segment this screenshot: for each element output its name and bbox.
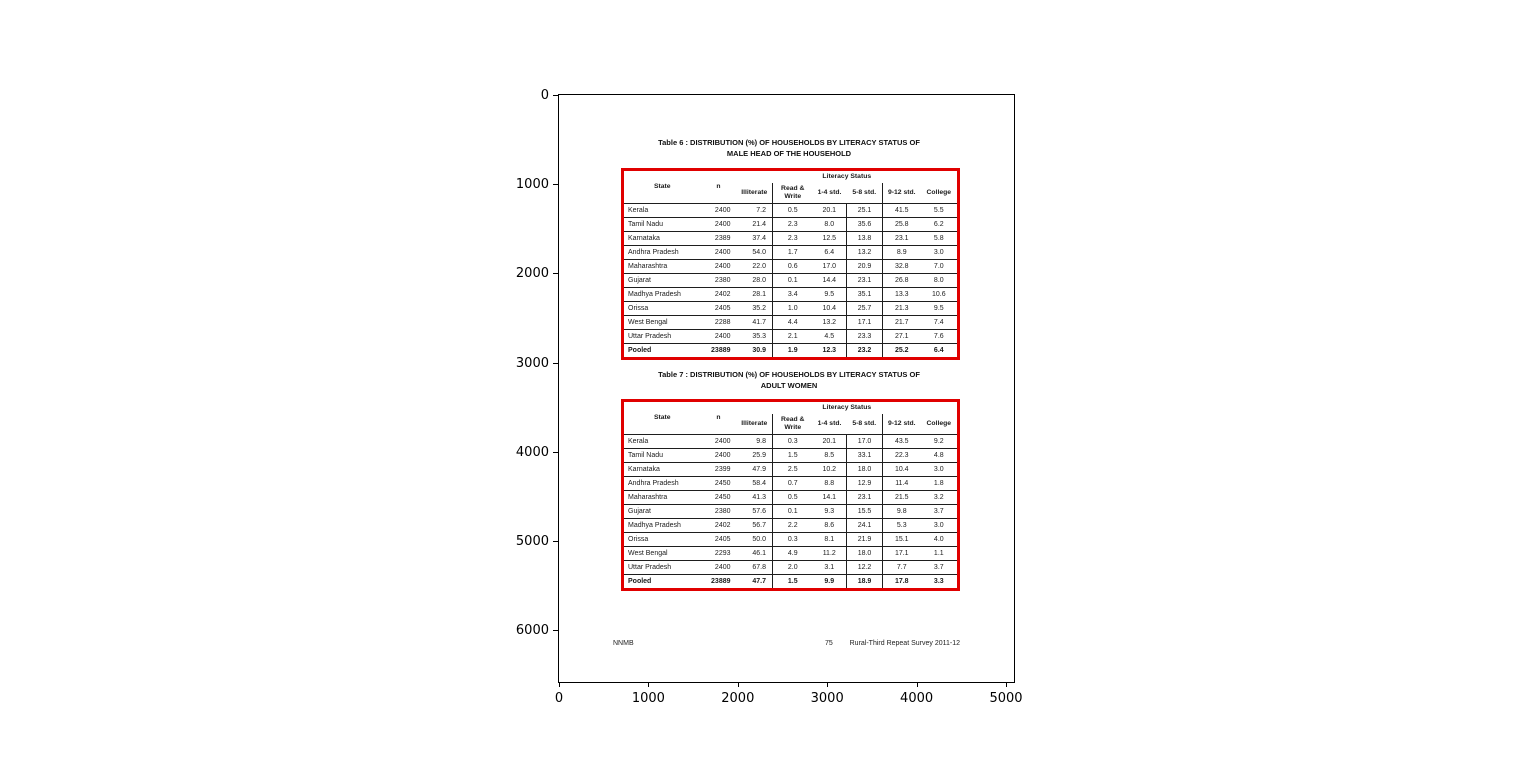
table-cell: Maharashtra xyxy=(623,260,701,274)
table-cell: 18.0 xyxy=(847,463,883,477)
y-tick-label: 1000 xyxy=(515,177,549,193)
table-row xyxy=(623,449,959,463)
y-tick-label: 0 xyxy=(540,88,549,103)
table-cell: 56.7 xyxy=(737,519,773,533)
table-cell: 25.1 xyxy=(847,204,883,218)
y-tick-mark xyxy=(553,452,558,453)
table-cell: 23.1 xyxy=(847,491,883,505)
table-cell: 6.4 xyxy=(933,346,944,354)
table-cell: 9.5 xyxy=(813,288,847,302)
table-cell: 35.2 xyxy=(737,302,773,316)
footer-survey-name: Rural-Third Repeat Survey 2011-12 xyxy=(849,640,960,647)
table-cell: 7.2 xyxy=(737,204,773,218)
table-cell: 2.3 xyxy=(773,218,813,232)
y-tick-mark xyxy=(553,95,558,96)
header-group-literacy-status: Literacy Status xyxy=(822,404,872,412)
table-cell: 0.3 xyxy=(773,435,813,449)
x-tick-label: 0 xyxy=(554,691,564,706)
header-cell: 5-8 std. xyxy=(847,183,883,204)
table-cell: Orissa xyxy=(623,533,701,547)
table-cell: 7.6 xyxy=(921,330,959,344)
table-cell: 3.2 xyxy=(921,491,959,505)
table-row xyxy=(623,463,959,477)
header-cell-n: n xyxy=(701,170,737,204)
x-tick-label: 5000 xyxy=(989,691,1023,706)
table-cell: 9.8 xyxy=(737,435,773,449)
table-cell: 4.0 xyxy=(921,533,959,547)
table-cell: 15.1 xyxy=(883,533,921,547)
table-cell: 12.9 xyxy=(847,477,883,491)
table-cell: 2.5 xyxy=(773,463,813,477)
table-row xyxy=(623,204,959,218)
table-cell: 2450 xyxy=(701,477,737,491)
table-cell: 58.4 xyxy=(737,477,773,491)
header-cell: Illiterate xyxy=(737,183,773,204)
table-cell: 28.1 xyxy=(737,288,773,302)
table-cell: 41.7 xyxy=(737,316,773,330)
table-cell: 11.2 xyxy=(813,547,847,561)
x-tick-mark xyxy=(917,682,918,687)
table-cell: 25.8 xyxy=(883,218,921,232)
header-cell: 1-4 std. xyxy=(813,183,847,204)
table-cell: 23889 xyxy=(711,346,731,354)
table-cell: 43.5 xyxy=(883,435,921,449)
table-cell: 35.3 xyxy=(737,330,773,344)
table-row xyxy=(623,561,959,575)
table-cell: 0.1 xyxy=(773,505,813,519)
table-cell: 33.1 xyxy=(847,449,883,463)
table-cell: 23.2 xyxy=(847,344,883,359)
header-cell: 9-12 std. xyxy=(883,414,921,435)
table-cell: 18.0 xyxy=(847,547,883,561)
table-cell: 8.1 xyxy=(813,533,847,547)
table-row xyxy=(623,288,959,302)
table-cell: 2380 xyxy=(701,505,737,519)
table-cell: 3.0 xyxy=(921,519,959,533)
table-cell: 2400 xyxy=(701,218,737,232)
table-cell: 2405 xyxy=(701,533,737,547)
table-cell: 0.1 xyxy=(773,274,813,288)
table-cell: 17.1 xyxy=(883,547,921,561)
y-tick-label: 6000 xyxy=(515,623,549,639)
table-cell: 4.5 xyxy=(813,330,847,344)
table-cell: 21.3 xyxy=(883,302,921,316)
table-cell: 25.7 xyxy=(847,302,883,316)
table-cell: 13.2 xyxy=(813,316,847,330)
table-cell: 1.1 xyxy=(921,547,959,561)
table-cell: 5.8 xyxy=(921,232,959,246)
table-row xyxy=(623,533,959,547)
table-cell: 3.0 xyxy=(921,463,959,477)
table-cell: 2400 xyxy=(701,561,737,575)
table-cell: 17.1 xyxy=(847,316,883,330)
table-cell: Madhya Pradesh xyxy=(623,288,701,302)
table-cell: 9.9 xyxy=(824,577,835,585)
page-footer xyxy=(613,640,960,650)
table-cell: 2400 xyxy=(701,246,737,260)
table-cell: 3.1 xyxy=(813,561,847,575)
table-cell: Karnataka xyxy=(623,463,701,477)
y-tick-mark xyxy=(553,184,558,185)
table-cell: 3.0 xyxy=(921,246,959,260)
table-cell: 17.0 xyxy=(813,260,847,274)
table-cell: 2.2 xyxy=(773,519,813,533)
table-cell: 2402 xyxy=(701,519,737,533)
y-tick-mark xyxy=(553,363,558,364)
table-cell: 2.3 xyxy=(773,232,813,246)
header-cell: College xyxy=(921,183,959,204)
table-cell: 20.9 xyxy=(847,260,883,274)
table-cell: Tamil Nadu xyxy=(623,218,701,232)
y-tick-label: 5000 xyxy=(515,533,549,549)
table-cell: 4.4 xyxy=(773,316,813,330)
plot-axes xyxy=(515,88,1023,706)
table-cell: 0.7 xyxy=(773,477,813,491)
x-tick-label: 3000 xyxy=(810,691,844,706)
table-cell: 54.0 xyxy=(737,246,773,260)
table-cell: 2405 xyxy=(701,302,737,316)
y-tick-label: 2000 xyxy=(515,266,549,282)
table-cell: 3.7 xyxy=(921,561,959,575)
table-cell: 2400 xyxy=(701,330,737,344)
table-cell: Gujarat xyxy=(623,505,701,519)
table-row xyxy=(623,547,959,561)
table-cell: 12.2 xyxy=(847,561,883,575)
header-cell: Illiterate xyxy=(737,414,773,435)
table-cell: Pooled xyxy=(628,577,652,585)
table-row xyxy=(623,505,959,519)
table-row xyxy=(623,575,959,590)
x-tick-mark xyxy=(648,682,649,687)
table-cell: 21.4 xyxy=(737,218,773,232)
table-row xyxy=(623,330,959,344)
table-cell: 9.2 xyxy=(921,435,959,449)
table-cell: 25.9 xyxy=(737,449,773,463)
table-cell: 32.8 xyxy=(883,260,921,274)
table-cell: West Bengal xyxy=(623,316,701,330)
table-cell: 4.9 xyxy=(773,547,813,561)
table-cell: 2399 xyxy=(701,463,737,477)
header-cell: Read & Write xyxy=(773,183,813,204)
table-cell: 8.9 xyxy=(883,246,921,260)
table-cell: 2380 xyxy=(701,274,737,288)
table-cell: 8.0 xyxy=(813,218,847,232)
table-cell: 9.3 xyxy=(813,505,847,519)
y-tick-mark xyxy=(553,630,558,631)
table-cell: 20.1 xyxy=(813,204,847,218)
table-cell: 1.0 xyxy=(773,302,813,316)
table-cell: 3.3 xyxy=(933,577,944,585)
table-cell: 3.4 xyxy=(773,288,813,302)
table-cell: 11.4 xyxy=(883,477,921,491)
table-cell: 7.7 xyxy=(883,561,921,575)
table-cell: 9.5 xyxy=(921,302,959,316)
table-cell: 15.5 xyxy=(847,505,883,519)
x-tick-label: 1000 xyxy=(631,691,665,706)
table-cell: 37.4 xyxy=(737,232,773,246)
table-cell: 7.4 xyxy=(921,316,959,330)
x-tick-mark xyxy=(1006,682,1007,687)
table-cell: 8.8 xyxy=(813,477,847,491)
header-cell-state: State xyxy=(623,401,701,435)
table-cell: 28.0 xyxy=(737,274,773,288)
table-cell: Madhya Pradesh xyxy=(623,519,701,533)
table-cell: 21.9 xyxy=(847,533,883,547)
table-cell: 0.6 xyxy=(773,260,813,274)
table-cell: 2402 xyxy=(701,288,737,302)
table-cell: 2400 xyxy=(701,449,737,463)
table-cell: Andhra Pradesh xyxy=(623,477,701,491)
header-cell: 5-8 std. xyxy=(847,414,883,435)
table-cell: 2.1 xyxy=(773,330,813,344)
table-cell: 1.7 xyxy=(773,246,813,260)
y-tick-label: 4000 xyxy=(515,444,549,460)
footer-page-number: 75 xyxy=(825,640,833,647)
table-cell: 2400 xyxy=(701,260,737,274)
table-cell: 10.6 xyxy=(921,288,959,302)
table7-title-line1: Table 7 : DISTRIBUTION (%) OF HOUSEHOLDS BY LITERACY STATUS OF xyxy=(658,370,920,379)
table6-literacy-male-head xyxy=(621,168,960,360)
table-row xyxy=(623,477,959,491)
table-cell: 50.0 xyxy=(737,533,773,547)
table-cell: 47.9 xyxy=(737,463,773,477)
table-cell: 1.5 xyxy=(773,449,813,463)
table-cell: 14.4 xyxy=(813,274,847,288)
table-cell: Uttar Pradesh xyxy=(623,330,701,344)
table-cell: 1.5 xyxy=(773,575,813,590)
table7-title xyxy=(587,370,991,391)
header-group-literacy-status: Literacy Status xyxy=(822,173,872,181)
table-cell: 67.8 xyxy=(737,561,773,575)
y-tick-mark xyxy=(553,541,558,542)
table-cell: 21.5 xyxy=(883,491,921,505)
table-cell: Orissa xyxy=(623,302,701,316)
y-tick-label: 3000 xyxy=(515,355,549,371)
table-cell: 10.2 xyxy=(813,463,847,477)
table-cell: 8.0 xyxy=(921,274,959,288)
table-cell: 13.3 xyxy=(883,288,921,302)
table-cell: Andhra Pradesh xyxy=(623,246,701,260)
table-cell: 7.0 xyxy=(921,260,959,274)
table-cell: 41.3 xyxy=(737,491,773,505)
table-cell: 23.3 xyxy=(847,330,883,344)
table-cell: 21.7 xyxy=(883,316,921,330)
header-cell-state: State xyxy=(623,170,701,204)
table-cell: 24.1 xyxy=(847,519,883,533)
table-cell: 25.2 xyxy=(883,344,921,359)
table-cell: 0.3 xyxy=(773,533,813,547)
table-row xyxy=(623,246,959,260)
header-cell: 9-12 std. xyxy=(883,183,921,204)
table-cell: 2450 xyxy=(701,491,737,505)
table-cell: 6.4 xyxy=(813,246,847,260)
table-cell: 4.8 xyxy=(921,449,959,463)
table-cell: 22.3 xyxy=(883,449,921,463)
table-cell: 17.8 xyxy=(883,575,921,590)
header-cell: 1-4 std. xyxy=(813,414,847,435)
x-tick-label: 2000 xyxy=(721,691,755,706)
table-cell: 10.4 xyxy=(813,302,847,316)
table-cell: Uttar Pradesh xyxy=(623,561,701,575)
table-cell: 10.4 xyxy=(883,463,921,477)
table-cell: 13.2 xyxy=(847,246,883,260)
table-row xyxy=(623,435,959,449)
table-cell: 1.9 xyxy=(773,344,813,359)
table-cell: 6.2 xyxy=(921,218,959,232)
x-tick-label: 4000 xyxy=(900,691,934,706)
footer-org: NNMB xyxy=(613,640,634,647)
table-cell: 2389 xyxy=(701,232,737,246)
table-cell: 23.1 xyxy=(847,274,883,288)
table-cell: 0.5 xyxy=(773,491,813,505)
table-cell: 5.3 xyxy=(883,519,921,533)
table6-title-line2: MALE HEAD OF THE HOUSEHOLD xyxy=(726,148,852,158)
table-cell: West Bengal xyxy=(623,547,701,561)
table-cell: Pooled xyxy=(628,346,652,354)
table-row xyxy=(623,218,959,232)
table-cell: 2288 xyxy=(701,316,737,330)
y-tick-mark xyxy=(553,273,558,274)
table-cell: 17.0 xyxy=(847,435,883,449)
table-row xyxy=(623,316,959,330)
table-cell: Kerala xyxy=(623,204,701,218)
table-cell: 26.8 xyxy=(883,274,921,288)
table-cell: 14.1 xyxy=(813,491,847,505)
table-cell: 1.8 xyxy=(921,477,959,491)
table-row xyxy=(623,491,959,505)
table-cell: 13.8 xyxy=(847,232,883,246)
table-row xyxy=(623,302,959,316)
table-cell: 23889 xyxy=(711,577,731,585)
table-cell: 12.3 xyxy=(822,346,837,354)
table-cell: Maharashtra xyxy=(623,491,701,505)
table-cell: 18.9 xyxy=(847,575,883,590)
table-cell: 5.5 xyxy=(921,204,959,218)
x-tick-mark xyxy=(559,682,560,687)
table7-literacy-adult-women xyxy=(621,399,960,591)
table-row xyxy=(623,519,959,533)
table-cell: 23.1 xyxy=(883,232,921,246)
scanned-document xyxy=(559,95,1014,682)
header-cell: College xyxy=(921,414,959,435)
table-cell: 9.8 xyxy=(883,505,921,519)
table-cell: Tamil Nadu xyxy=(623,449,701,463)
x-tick-mark xyxy=(827,682,828,687)
table-row xyxy=(623,260,959,274)
table-row xyxy=(623,232,959,246)
table-cell: 35.6 xyxy=(847,218,883,232)
table6-title-line1: Table 6 : DISTRIBUTION (%) OF HOUSEHOLDS BY LITERACY STATUS OF xyxy=(658,138,920,147)
table-cell: 30.9 xyxy=(752,346,766,354)
table6-title xyxy=(587,138,991,159)
table-cell: 3.7 xyxy=(921,505,959,519)
table-cell: 20.1 xyxy=(813,435,847,449)
table-cell: 2.0 xyxy=(773,561,813,575)
table-cell: 57.6 xyxy=(737,505,773,519)
table-cell: 8.6 xyxy=(813,519,847,533)
header-cell-n: n xyxy=(701,401,737,435)
table-cell: 41.5 xyxy=(883,204,921,218)
header-cell: Read & Write xyxy=(773,414,813,435)
table-cell: 8.5 xyxy=(813,449,847,463)
table-cell: 2400 xyxy=(701,204,737,218)
table-cell: 12.5 xyxy=(813,232,847,246)
table-row xyxy=(623,344,959,359)
table-row xyxy=(623,274,959,288)
table-cell: 0.5 xyxy=(773,204,813,218)
x-tick-mark xyxy=(738,682,739,687)
table7-title-line2: ADULT WOMEN xyxy=(760,380,818,390)
table-cell: Gujarat xyxy=(623,274,701,288)
table-cell: 2400 xyxy=(701,435,737,449)
table-cell: 35.1 xyxy=(847,288,883,302)
table-cell: Karnataka xyxy=(623,232,701,246)
table-cell: 47.7 xyxy=(752,577,766,585)
table-cell: 22.0 xyxy=(737,260,773,274)
table-cell: 46.1 xyxy=(737,547,773,561)
table-cell: 27.1 xyxy=(883,330,921,344)
table-cell: Kerala xyxy=(623,435,701,449)
table-cell: 2293 xyxy=(701,547,737,561)
